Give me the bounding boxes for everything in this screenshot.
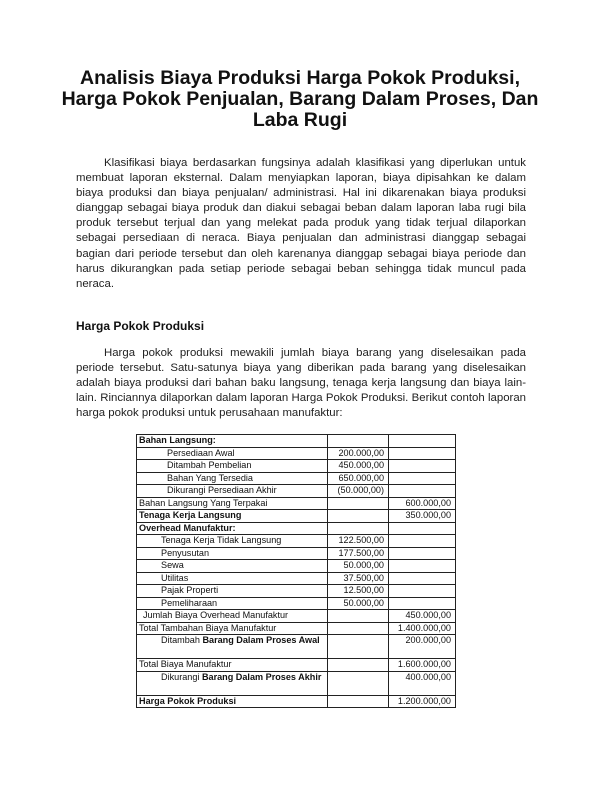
row-value-total xyxy=(389,585,456,598)
row-value-subtotal xyxy=(328,622,389,635)
row-label: Pajak Properti xyxy=(137,585,328,598)
row-value-total xyxy=(389,522,456,535)
row-value-subtotal: 200.000,00 xyxy=(328,447,389,460)
row-value-subtotal: 50.000,00 xyxy=(328,560,389,573)
table-row xyxy=(137,585,456,598)
row-label-prefix: Ditambah xyxy=(161,635,203,645)
row-value-total: 1.200.000,00 xyxy=(389,695,456,708)
row-label: Tenaga Kerja Tidak Langsung xyxy=(137,535,328,548)
row-value-subtotal xyxy=(328,635,389,659)
row-value-subtotal: 450.000,00 xyxy=(328,460,389,473)
row-value-subtotal: 650.000,00 xyxy=(328,472,389,485)
row-label: Overhead Manufaktur: xyxy=(137,522,328,535)
row-value-subtotal: 122.500,00 xyxy=(328,535,389,548)
row-value-total xyxy=(389,472,456,485)
row-label: Dikurangi Persediaan Akhir xyxy=(137,485,328,498)
row-value-total xyxy=(389,460,456,473)
row-label: Bahan Langsung: xyxy=(137,435,328,448)
table-row xyxy=(137,447,456,460)
table-row xyxy=(137,510,456,523)
row-value-total: 1.600.000,00 xyxy=(389,659,456,672)
table-row xyxy=(137,671,456,695)
document-title: Analisis Biaya Produksi Harga Pokok Produksi, Harga Pokok Penjualan, Barang Dalam Proses, Dan Laba Rugi xyxy=(61,67,539,131)
table-row xyxy=(137,560,456,573)
row-value-subtotal xyxy=(328,497,389,510)
row-value-subtotal: 50.000,00 xyxy=(328,597,389,610)
row-value-total: 400.000,00 xyxy=(389,671,456,695)
row-label: Sewa xyxy=(137,560,328,573)
section-heading: Harga Pokok Produksi xyxy=(76,319,205,333)
row-value-total xyxy=(389,435,456,448)
row-label: Tenaga Kerja Langsung xyxy=(137,510,328,523)
section-paragraph: Harga pokok produksi mewakili jumlah biaya barang yang diselesaikan pada periode tersebut. Satu-satunya biaya yang diberikan pada barang yang diselesaikan adalah biaya produksi dari bahan baku langsung, tenaga kerja langsung dan biaya lain-lain. Rinciannya dilaporkan dalam laporan Harga Pokok Produksi. Berikut contoh laporan harga pokok produksi untuk perusahaan manufaktur: xyxy=(76,347,526,420)
row-label: Jumlah Biaya Overhead Manufaktur xyxy=(137,610,328,623)
row-value-total xyxy=(389,547,456,560)
table-row xyxy=(137,472,456,485)
row-label: Bahan Langsung Yang Terpakai xyxy=(137,497,328,510)
row-value-total xyxy=(389,597,456,610)
row-value-subtotal xyxy=(328,610,389,623)
row-value-total xyxy=(389,485,456,498)
row-value-total: 1.400.000,00 xyxy=(389,622,456,635)
row-label-bold: Barang Dalam Proses Awal xyxy=(202,635,320,645)
row-value-total xyxy=(389,572,456,585)
row-label: Total Tambahan Biaya Manufaktur xyxy=(137,622,328,635)
row-value-total xyxy=(389,447,456,460)
table-row xyxy=(137,622,456,635)
row-value-subtotal xyxy=(328,695,389,708)
row-value-subtotal xyxy=(328,522,389,535)
table-row xyxy=(137,547,456,560)
intro-paragraph: Klasifikasi biaya berdasarkan fungsinya adalah klasifikasi yang diperlukan untuk membuat laporan eksternal. Dalam menyiapkan laporan, biaya dipisahkan ke dalam biaya produksi dan biaya penjualan/ administrasi. Hal ini dikarenakan biaya produksi dianggap sebagai biaya produk dan diakui sebagai beban dalam laporan laba rugi bila produk tersebut terjual dan yang melekat pada produk yang tidak terjual dilaporkan sebagai persediaan di neraca. Biaya penjualan dan administrasi dianggap sebagai bagian dari periode tersebut dan oleh karenanya dianggap sebagai biaya periode dan harus dikurangkan pada setiap periode sebagai beban sehingga tidak muncul pada neraca. xyxy=(76,157,526,290)
row-value-subtotal: 12.500,00 xyxy=(328,585,389,598)
table-row xyxy=(137,610,456,623)
row-label: Harga Pokok Produksi xyxy=(137,695,328,708)
row-label: Ditambah Pembelian xyxy=(137,460,328,473)
row-label: Utilitas xyxy=(137,572,328,585)
row-label xyxy=(137,671,328,695)
table-row xyxy=(137,535,456,548)
row-value-total xyxy=(389,535,456,548)
row-value-total xyxy=(389,560,456,573)
row-label: Bahan Yang Tersedia xyxy=(137,472,328,485)
row-value-subtotal: 37.500,00 xyxy=(328,572,389,585)
row-value-total: 600.000,00 xyxy=(389,497,456,510)
table-row xyxy=(137,659,456,672)
table-row xyxy=(137,695,456,708)
table-row xyxy=(137,597,456,610)
row-value-subtotal: 177.500,00 xyxy=(328,547,389,560)
table-row xyxy=(137,435,456,448)
row-label: Penyusutan xyxy=(137,547,328,560)
row-label-prefix: Dikurangi xyxy=(161,671,202,682)
table-row xyxy=(137,522,456,535)
table-row xyxy=(137,572,456,585)
row-value-subtotal xyxy=(328,435,389,448)
row-value-subtotal xyxy=(328,659,389,672)
row-label: Total Biaya Manufaktur xyxy=(137,659,328,672)
row-label: Persediaan Awal xyxy=(137,447,328,460)
row-label-bold: Barang Dalam Proses Akhir xyxy=(201,671,322,682)
table-row xyxy=(137,485,456,498)
row-value-total: 350.000,00 xyxy=(389,510,456,523)
cost-of-goods-manufactured-table xyxy=(136,434,456,708)
row-value-subtotal: (50.000,00) xyxy=(328,485,389,498)
row-value-subtotal xyxy=(328,671,389,695)
row-value-subtotal xyxy=(328,510,389,523)
row-label: Pemeliharaan xyxy=(137,597,328,610)
row-label xyxy=(137,635,328,659)
row-value-total: 450.000,00 xyxy=(389,610,456,623)
row-value-total: 200.000,00 xyxy=(389,635,456,659)
table-row xyxy=(137,497,456,510)
table-row xyxy=(137,635,456,659)
table-row xyxy=(137,460,456,473)
